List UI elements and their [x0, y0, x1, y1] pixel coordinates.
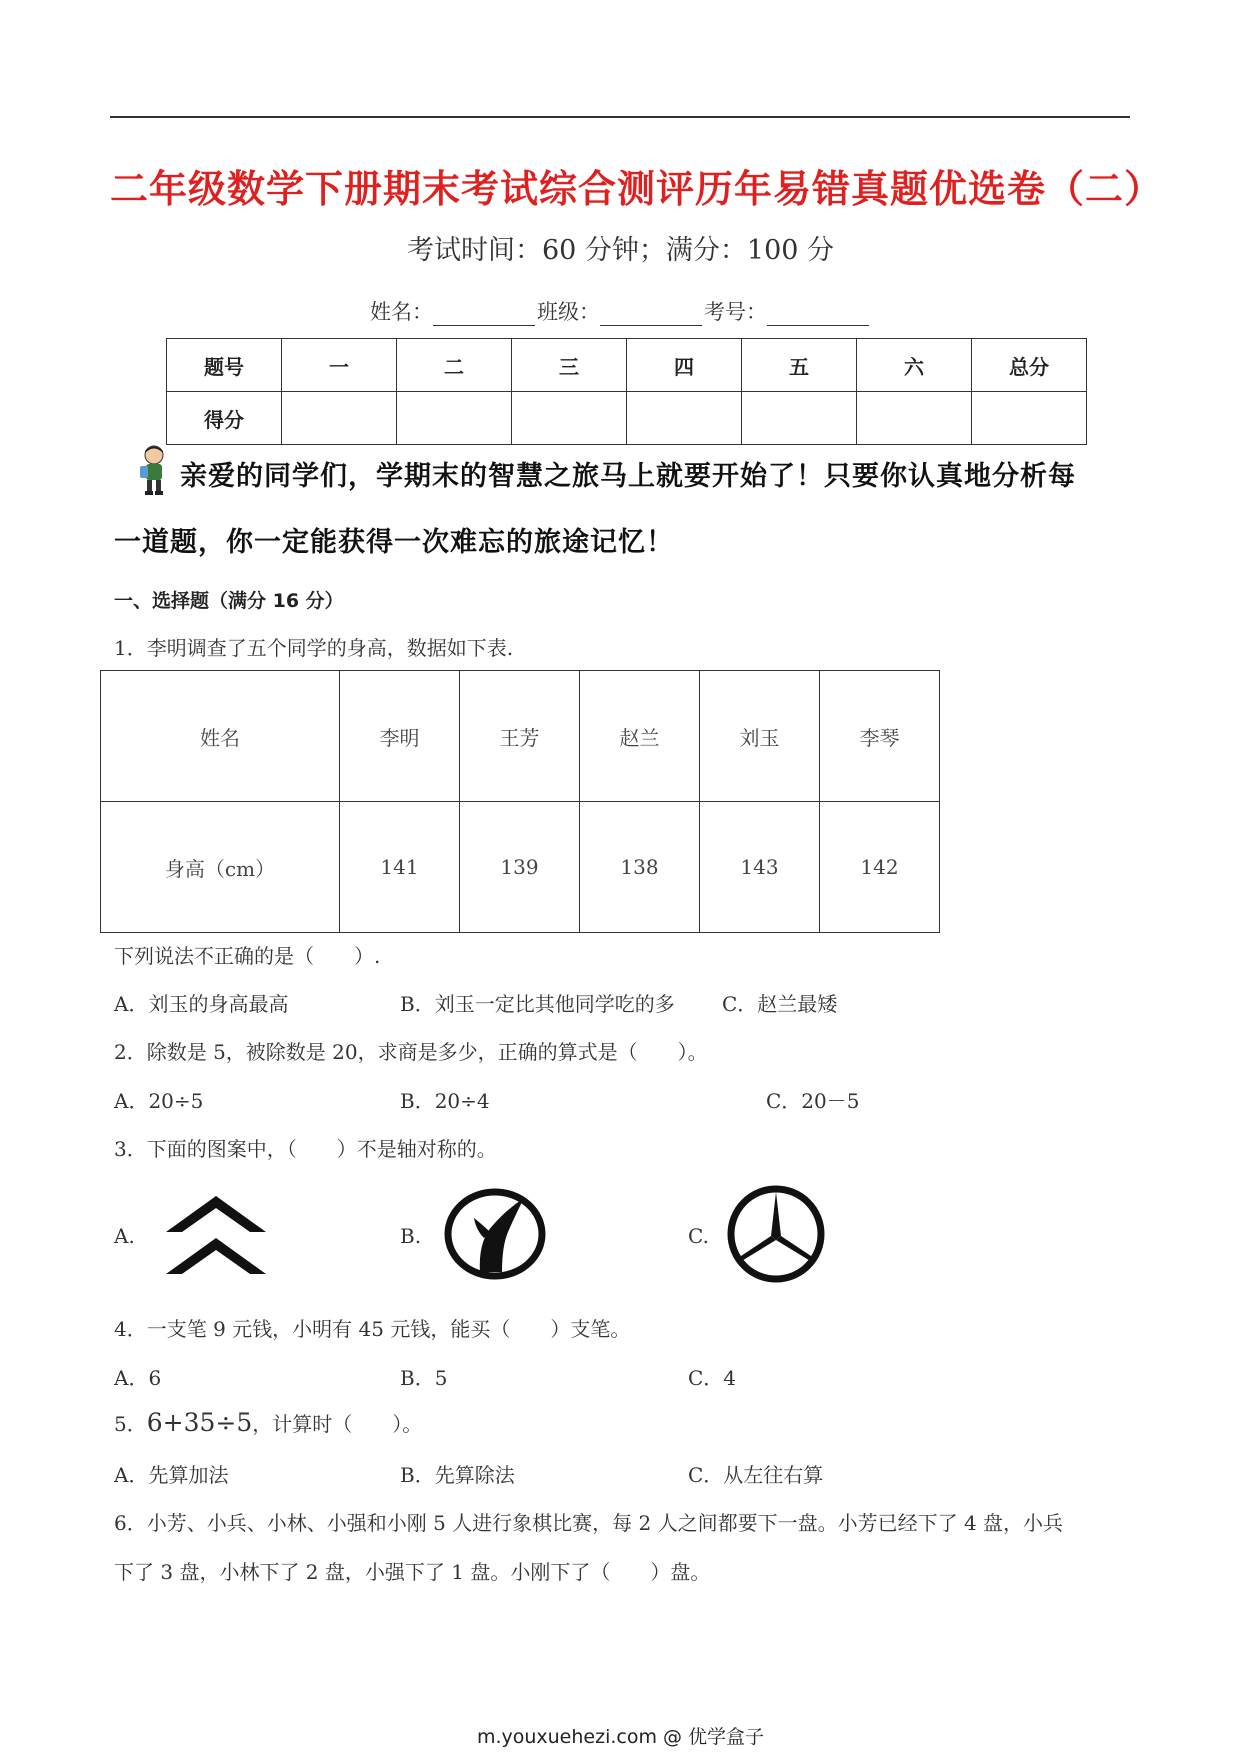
q4-option-a[interactable]: A．6 [114, 1366, 162, 1390]
class-label: 班级： [537, 300, 600, 324]
id-label: 考号： [704, 300, 767, 324]
student-info-line [0, 296, 1241, 326]
score-cell[interactable] [627, 392, 742, 445]
table-cell: 身高（cm） [101, 802, 340, 933]
student-mascot-icon [134, 444, 174, 496]
intro-line-1: 亲爱的同学们，学期末的智慧之旅马上就要开始了！只要你认真地分析每 [180, 461, 1076, 492]
score-header-cell: 二 [397, 339, 512, 392]
score-header-cell: 三 [512, 339, 627, 392]
score-header-cell: 总分 [972, 339, 1087, 392]
height-table [100, 670, 940, 933]
table-cell: 姓名 [101, 671, 340, 802]
table-row [101, 671, 940, 802]
q5-option-a[interactable]: A．先算加法 [114, 1463, 229, 1487]
table-cell: 143 [700, 802, 820, 933]
question-5-expression: 6+35÷5 [146, 1408, 253, 1437]
score-header-cell: 六 [857, 339, 972, 392]
score-cell[interactable] [282, 392, 397, 445]
name-label: 姓名： [370, 300, 433, 324]
table-cell: 138 [580, 802, 700, 933]
score-header-cell: 五 [742, 339, 857, 392]
q2-option-c[interactable]: C．20－5 [766, 1089, 860, 1113]
intro-line-2: 一道题，你一定能获得一次难忘的旅途记忆！ [114, 527, 674, 558]
score-cell[interactable] [857, 392, 972, 445]
table-cell: 李琴 [820, 671, 940, 802]
table-cell: 139 [460, 802, 580, 933]
flame-circle-icon[interactable] [444, 1188, 546, 1280]
q2-option-b[interactable]: B．20÷4 [400, 1089, 490, 1113]
footer-watermark: m.youxuehezi.com @ 优学盒子 [476, 1726, 765, 1748]
score-cell[interactable] [512, 392, 627, 445]
class-field[interactable] [600, 307, 702, 326]
q1-option-a[interactable]: A．刘玉的身高最高 [114, 992, 289, 1016]
id-field[interactable] [767, 307, 869, 326]
page-title: 二年级数学下册期末考试综合测评历年易错真题优选卷（二） [110, 167, 1164, 211]
section-heading: 一、选择题（满分 16 分） [114, 590, 344, 612]
question-5-text: ，计算时（ ）。 [252, 1412, 423, 1436]
table-cell: 142 [820, 802, 940, 933]
exam-subtitle: 考试时间：60 分钟；满分：100 分 [406, 235, 835, 266]
top-rule [110, 116, 1130, 118]
q1-option-b[interactable]: B．刘玉一定比其他同学吃的多 [400, 992, 675, 1016]
question-3: 3．下面的图案中，（ ）不是轴对称的。 [114, 1137, 497, 1161]
score-cell[interactable] [972, 392, 1087, 445]
score-header-cell: 题号 [167, 339, 282, 392]
question-4: 4．一支笔 9 元钱，小明有 45 元钱，能买（ ）支笔。 [114, 1317, 631, 1341]
table-cell: 王芳 [460, 671, 580, 802]
q3-option-a[interactable]: A. [114, 1224, 135, 1248]
q3-option-c[interactable]: C. [688, 1224, 709, 1248]
three-pointed-star-icon[interactable] [724, 1184, 828, 1284]
score-cell[interactable] [397, 392, 512, 445]
q3-option-b[interactable]: B. [400, 1224, 422, 1248]
question-5-number: 5． [114, 1412, 147, 1436]
score-row-label: 得分 [167, 392, 282, 445]
q4-option-b[interactable]: B．5 [400, 1366, 448, 1390]
score-table [166, 338, 1087, 445]
q5-option-c[interactable]: C．从左往右算 [688, 1463, 824, 1487]
score-header-row [167, 339, 1087, 392]
q1-option-c[interactable]: C．赵兰最矮 [722, 992, 838, 1016]
table-cell: 李明 [340, 671, 460, 802]
table-cell: 刘玉 [700, 671, 820, 802]
q4-option-c[interactable]: C．4 [688, 1366, 737, 1390]
double-chevron-icon[interactable] [162, 1194, 270, 1278]
question-1: 1．李明调查了五个同学的身高，数据如下表. [114, 636, 514, 660]
question-6-line-1: 6．小芳、小兵、小林、小强和小刚 5 人进行象棋比赛，每 2 人之间都要下一盘。小芳已经下了 4 盘，小兵 [114, 1511, 1064, 1535]
score-header-cell: 一 [282, 339, 397, 392]
name-field[interactable] [433, 307, 535, 326]
score-header-cell: 四 [627, 339, 742, 392]
score-row [167, 392, 1087, 445]
question-5 [114, 1408, 422, 1437]
question-2: 2．除数是 5，被除数是 20，求商是多少，正确的算式是（ ）。 [114, 1040, 708, 1064]
question-1-prompt: 下列说法不正确的是（ ）. [114, 944, 381, 968]
q5-option-b[interactable]: B．先算除法 [400, 1463, 515, 1487]
table-cell: 赵兰 [580, 671, 700, 802]
table-cell: 141 [340, 802, 460, 933]
table-row [101, 802, 940, 933]
q2-option-a[interactable]: A．20÷5 [114, 1089, 204, 1113]
score-cell[interactable] [742, 392, 857, 445]
question-6-line-2: 下了 3 盘，小林下了 2 盘，小强下了 1 盘。小刚下了（ ）盘。 [114, 1560, 711, 1584]
